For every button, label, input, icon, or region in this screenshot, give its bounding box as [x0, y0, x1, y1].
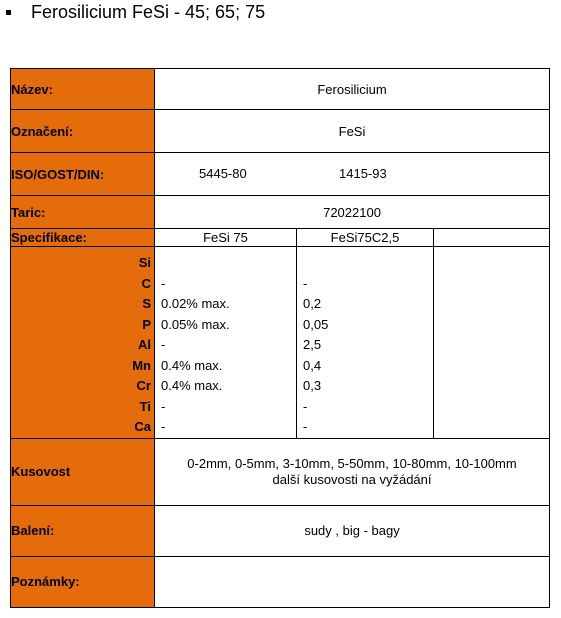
- value-baleni: sudy , big - bagy: [155, 505, 550, 556]
- element-label: Al: [138, 337, 151, 352]
- fesi75c25-value: 0,2: [303, 296, 322, 311]
- label-nazev: Název:: [11, 69, 155, 110]
- fesi75-value: [161, 253, 296, 274]
- fesi75c25-value: -: [303, 275, 308, 291]
- value-kusovost: [155, 438, 550, 505]
- fesi75c25-value: [303, 253, 433, 274]
- kusovost-line1: 0-2mm, 0-5mm, 3-10mm, 5-50mm, 10-80mm, 10-100mm: [187, 455, 517, 471]
- kusovost-line2: další kusovosti na vyžádání: [272, 471, 432, 487]
- spec-col-fesi75c25: FeSi75C2,5: [297, 229, 434, 247]
- fesi75c25-value: 0,3: [303, 378, 322, 393]
- element-label: Mn: [132, 357, 151, 373]
- value-taric: 72022100: [155, 196, 550, 229]
- label-oznaceni: Označení:: [11, 110, 155, 153]
- fesi75c25-value: -: [303, 419, 308, 434]
- fesi75-value: -: [161, 419, 166, 434]
- row-iso: [11, 153, 550, 196]
- element-labels: [11, 247, 155, 439]
- fesi75c25-value: -: [303, 398, 308, 414]
- heading-text: Ferosilicium FeSi - 45; 65; 75: [31, 2, 266, 22]
- element-label: Ca: [134, 419, 151, 434]
- fesi75-value: 0.05% max.: [161, 316, 230, 332]
- fesi75-value: 0.4% max.: [161, 357, 223, 373]
- element-label: Cr: [136, 378, 151, 393]
- row-poznamky: [11, 556, 550, 607]
- row-elements: [11, 247, 550, 439]
- row-baleni: [11, 505, 550, 556]
- fesi75-value: -: [161, 398, 166, 414]
- value-oznaceni: FeSi: [155, 110, 550, 153]
- fesi75c25-values: [297, 247, 434, 439]
- spec-col-empty: [434, 229, 550, 247]
- fesi75-value: 0.4% max.: [161, 378, 223, 393]
- spec-table: [10, 68, 550, 608]
- element-label: S: [142, 296, 151, 311]
- label-baleni: Balení:: [11, 505, 155, 556]
- fesi75c25-value: 2,5: [303, 337, 322, 352]
- iso-value-b: 1415-93: [339, 166, 387, 181]
- element-label: C: [141, 275, 151, 291]
- label-taric: Taric:: [11, 196, 155, 229]
- label-kusovost: Kusovost: [11, 438, 155, 505]
- bullet-icon: [6, 10, 11, 15]
- iso-value-a: 5445-80: [199, 166, 247, 181]
- label-poznamky: Poznámky:: [11, 556, 155, 607]
- element-label: P: [142, 316, 151, 332]
- value-nazev: Ferosilicium: [155, 69, 550, 110]
- spec-col-fesi75: FeSi 75: [155, 229, 297, 247]
- row-kusovost: [11, 438, 550, 505]
- value-iso: [155, 153, 550, 196]
- fesi75-values: [155, 247, 297, 439]
- value-poznamky: [155, 556, 550, 607]
- row-taric: [11, 196, 550, 229]
- page-heading: [0, 0, 561, 26]
- element-label: Si: [138, 255, 151, 270]
- fesi75-value: -: [161, 337, 166, 352]
- row-nazev: [11, 69, 550, 110]
- fesi75c25-value: 0,4: [303, 357, 322, 373]
- empty-values: [434, 247, 550, 439]
- row-oznaceni: [11, 110, 550, 153]
- fesi75-value: 0.02% max.: [161, 296, 230, 311]
- row-specifikace: [11, 229, 550, 247]
- fesi75c25-value: 0,05: [303, 316, 329, 332]
- fesi75-value: -: [161, 275, 166, 291]
- label-specifikace: Specifikace:: [11, 229, 155, 247]
- element-label: Ti: [139, 398, 151, 414]
- label-iso: ISO/GOST/DIN:: [11, 153, 155, 196]
